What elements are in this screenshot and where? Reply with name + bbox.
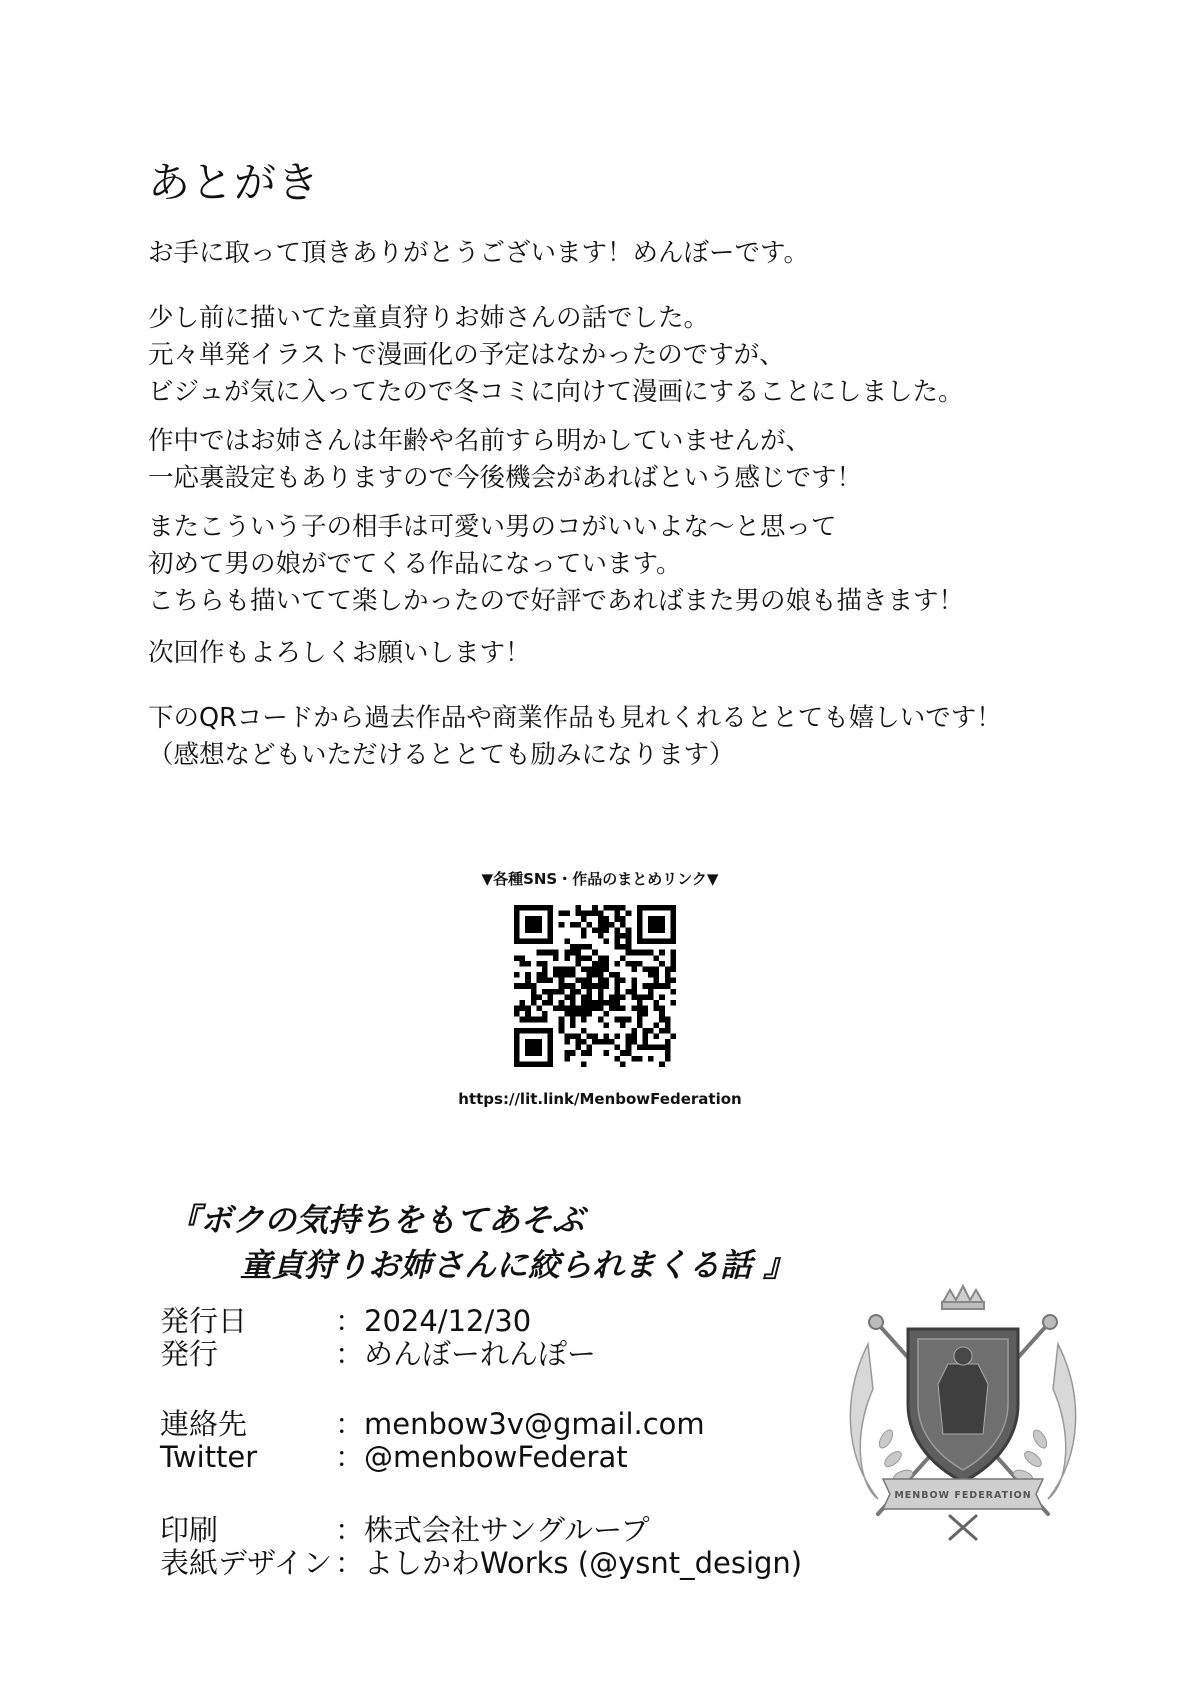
afterword-line: 少し前に描いてた童貞狩りお姉さんの話でした。 <box>148 303 710 333</box>
book-title-line-2: 童貞狩りお姉さんに絞られまくる話 』 <box>240 1246 796 1284</box>
colophon-label: 印刷 <box>160 1513 219 1547</box>
afterword-paragraph-2 <box>148 300 964 411</box>
colophon-label: 連絡先 <box>160 1407 248 1441</box>
afterword-line: こちらも描いてて楽しかったので好評であればまた男の娘も描きます！ <box>148 586 965 616</box>
afterword-line: （感想などもいただけるととても励みになります） <box>148 740 735 770</box>
afterword-line: ビジュが気に入ってたので冬コミに向けて漫画にすることにしました。 <box>148 377 964 407</box>
qr-code[interactable] <box>514 905 676 1067</box>
qr-caption: ▼各種SNS・作品のまとめリンク▼ <box>481 870 719 888</box>
colophon-label: 発行 <box>160 1337 219 1371</box>
colophon-label: 表紙デザイン <box>160 1546 332 1580</box>
emblem-banner-text: MENBOW FEDERATION <box>894 1490 1032 1501</box>
colophon-value: ：2024/12/30 <box>335 1304 532 1338</box>
afterword-line: 一応裏設定もありますので今後機会があればという感じです！ <box>148 463 863 493</box>
afterword-line: 次回作もよろしくお願いします！ <box>148 638 531 668</box>
afterword-line: 元々単発イラストで漫画化の予定はなかったのですが、 <box>148 340 785 370</box>
colophon-value: ：よしかわWorks (@ysnt_design) <box>335 1546 803 1580</box>
colophon-value: ：@menbowFederat <box>335 1440 628 1474</box>
afterword-line: またこういう子の相手は可愛い男のコがいいよな～と思って <box>148 512 837 542</box>
afterword-paragraph-1 <box>148 235 809 272</box>
afterword-line: 初めて男の娘がでてくる作品になっています。 <box>148 549 682 579</box>
colophon-label: 発行日 <box>160 1304 248 1338</box>
book-title-line-1: 『ボクの気持ちをもてあそぶ <box>168 1201 585 1239</box>
colophon-value: ：menbow3v@gmail.com <box>335 1407 705 1441</box>
afterword-line: お手に取って頂きありがとうございます！めんぼーです。 <box>148 238 809 268</box>
colophon-value: ：めんぼーれんぽー <box>335 1337 597 1371</box>
colophon-value: ：株式会社サングループ <box>335 1513 650 1547</box>
afterword-paragraph-4 <box>148 509 964 620</box>
qr-url-link[interactable]: https://lit.link/MenbowFederation <box>458 1090 742 1108</box>
afterword-paragraph-5 <box>148 635 531 672</box>
afterword-title: あとがき <box>148 158 321 207</box>
afterword-paragraph-6 <box>148 700 1002 774</box>
afterword-paragraph-3 <box>148 423 862 497</box>
colophon-label: Twitter <box>160 1440 258 1474</box>
crest-emblem-icon <box>838 1284 1088 1544</box>
afterword-line: 作中ではお姉さんは年齢や名前すら明かしていませんが、 <box>148 426 812 456</box>
afterword-line: 下のQRコードから過去作品や商業作品も見れくれるととても嬉しいです！ <box>148 703 1002 733</box>
